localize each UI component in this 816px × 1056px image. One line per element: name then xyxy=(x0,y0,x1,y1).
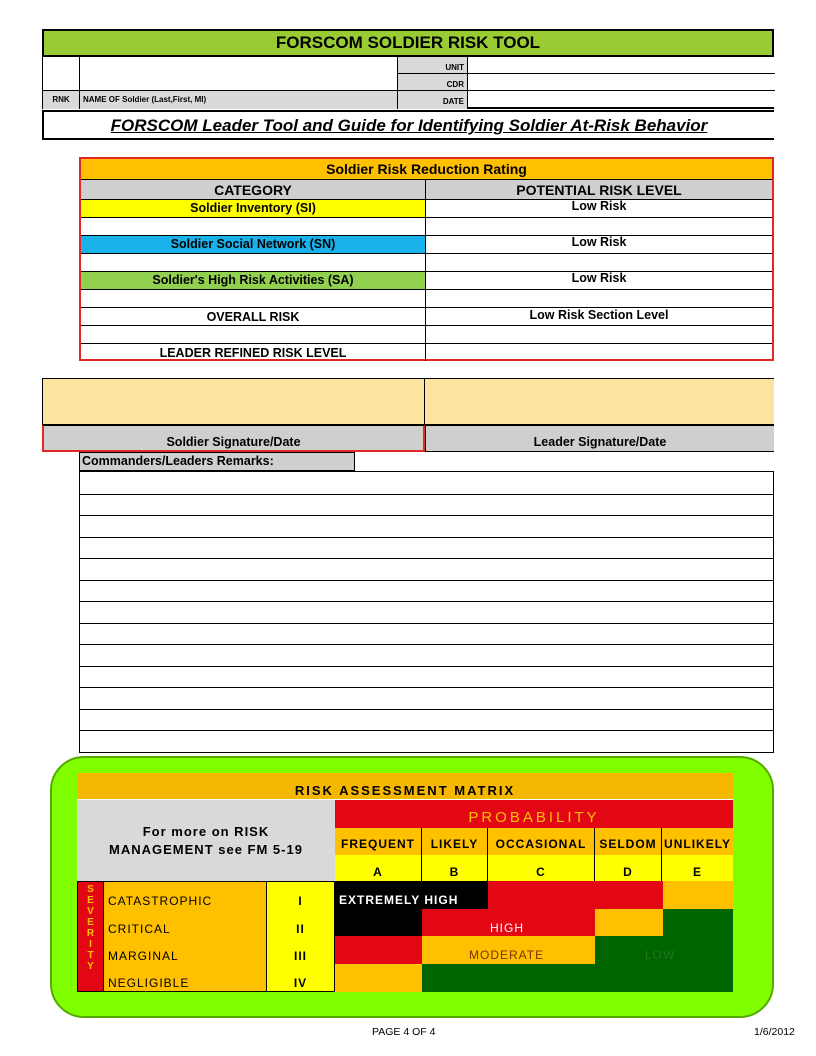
severity-letter: V xyxy=(87,906,94,917)
level-sn: Low Risk xyxy=(571,235,627,249)
severity-letter: T xyxy=(87,950,94,961)
severity-numeral-ii: II xyxy=(296,922,305,936)
level-sa: Low Risk xyxy=(571,271,627,285)
rank-field[interactable] xyxy=(43,57,80,90)
category-sa: Soldier's High Risk Activities (SA) xyxy=(152,273,354,287)
remarks-line xyxy=(80,687,773,688)
remarks-line xyxy=(80,730,773,731)
risk-cell xyxy=(488,881,663,909)
form-title: FORSCOM SOLDIER RISK TOOL xyxy=(42,29,774,57)
severity-letter: R xyxy=(86,928,95,939)
prob-letter-d: D xyxy=(595,855,662,881)
severity-letter: E xyxy=(87,895,94,906)
severity-letter: E xyxy=(87,917,94,928)
prob-likely: LIKELY xyxy=(422,828,488,855)
rating-spacer xyxy=(81,218,772,236)
soldier-signature-field[interactable] xyxy=(43,379,425,424)
matrix-note xyxy=(77,800,335,881)
prob-frequent: FREQUENT xyxy=(335,828,422,855)
severity-letter: Y xyxy=(87,961,94,972)
header-grid xyxy=(42,57,774,109)
overall-risk-label: OVERALL RISK xyxy=(206,310,300,324)
prob-letter-c: C xyxy=(488,855,595,881)
remarks-line xyxy=(80,580,773,581)
refined-risk-label: LEADER REFINED RISK LEVEL xyxy=(159,346,347,360)
remarks-box[interactable] xyxy=(79,471,774,753)
name-field[interactable] xyxy=(80,57,398,90)
prob-unlikely: UNLIKELY xyxy=(662,828,733,855)
soldier-signature-label: Soldier Signature/Date xyxy=(166,435,301,449)
matrix-note-line2: MANAGEMENT see FM 5-19 xyxy=(109,842,303,857)
date-field[interactable] xyxy=(468,91,775,109)
matrix-note-line1: For more on RISK xyxy=(142,824,270,839)
form-subtitle: FORSCOM Leader Tool and Guide for Identifying Soldier At-Risk Behavior xyxy=(42,110,774,140)
level-extremely-high: EXTREMELY HIGH xyxy=(339,893,459,907)
matrix-title: RISK ASSESSMENT MATRIX xyxy=(77,773,733,800)
remarks-line xyxy=(80,709,773,710)
prob-letter-a: A xyxy=(335,855,422,881)
category-si: Soldier Inventory (SI) xyxy=(190,201,316,215)
severity-negligible: NEGLIGIBLE xyxy=(108,976,190,990)
remarks-line xyxy=(80,623,773,624)
risk-cell xyxy=(663,909,733,936)
severity-letter: S xyxy=(87,884,94,895)
prob-occasional: OCCASIONAL xyxy=(488,828,595,855)
remarks-line xyxy=(80,666,773,667)
soldier-signature-label-cell xyxy=(42,425,425,452)
remarks-line xyxy=(80,558,773,559)
remarks-line xyxy=(80,537,773,538)
risk-cell xyxy=(335,909,422,936)
rating-spacer xyxy=(81,326,772,344)
severity-numeral-iv: IV xyxy=(293,976,308,990)
remarks-label: Commanders/Leaders Remarks: xyxy=(79,452,355,471)
signature-area xyxy=(42,378,774,425)
footer-date: 1/6/2012 xyxy=(754,1026,795,1038)
rating-header-row xyxy=(81,180,772,200)
risk-cell xyxy=(663,881,733,909)
severity-critical: CRITICAL xyxy=(108,922,171,936)
severity-numeral-i: I xyxy=(298,894,303,908)
cdr-label xyxy=(398,74,468,91)
rating-row-refined xyxy=(81,344,772,361)
rating-title-row xyxy=(81,159,772,180)
rating-row-overall xyxy=(81,308,772,326)
signature-labels xyxy=(42,425,774,452)
prob-letter-b: B xyxy=(422,855,488,881)
remarks-line xyxy=(80,515,773,516)
leader-signature-field[interactable] xyxy=(425,379,774,424)
category-header: CATEGORY xyxy=(214,182,292,198)
name-label-text: NAME OF Soldier (Last,First, MI) xyxy=(83,95,207,104)
prob-seldom: SELDOM xyxy=(595,828,662,855)
rank-label-text: RNK xyxy=(52,95,70,104)
rating-row-si xyxy=(81,200,772,218)
severity-letter: I xyxy=(89,939,92,950)
remarks-line xyxy=(80,494,773,495)
risk-cell xyxy=(595,909,663,936)
severity-marginal: MARGINAL xyxy=(108,949,179,963)
page-number: PAGE 4 OF 4 xyxy=(372,1026,436,1038)
severity-labels xyxy=(104,881,266,992)
category-sn: Soldier Social Network (SN) xyxy=(170,237,336,251)
severity-catastrophic: CATASTROPHIC xyxy=(108,894,213,908)
name-label xyxy=(80,90,398,109)
probability-header: PROBABILITY xyxy=(335,800,733,828)
risk-cell xyxy=(422,964,733,992)
unit-label xyxy=(398,57,468,74)
prob-letter-e: E xyxy=(662,855,733,881)
level-high: HIGH xyxy=(490,921,524,935)
date-label xyxy=(398,91,468,109)
cdr-label-text: CDR xyxy=(446,80,464,89)
level-si: Low Risk xyxy=(571,199,627,213)
rating-spacer xyxy=(81,254,772,272)
level-moderate: MODERATE xyxy=(469,948,545,962)
refined-risk-field[interactable] xyxy=(426,344,772,361)
overall-risk-value: Low Risk Section Level xyxy=(529,308,669,322)
level-low: LOW xyxy=(645,948,676,962)
rating-row-sn xyxy=(81,236,772,254)
rank-label xyxy=(43,90,80,109)
rating-row-sa xyxy=(81,272,772,290)
risk-grid xyxy=(335,881,733,992)
leader-signature-label-cell xyxy=(425,425,774,452)
unit-label-text: UNIT xyxy=(445,63,464,72)
cdr-field[interactable] xyxy=(468,74,775,91)
risk-cell xyxy=(335,964,422,992)
rating-title: Soldier Risk Reduction Rating xyxy=(326,161,527,177)
severity-numeral-iii: III xyxy=(293,949,307,963)
unit-field[interactable] xyxy=(468,57,775,74)
risk-cell xyxy=(335,936,422,964)
severity-numerals xyxy=(266,881,335,992)
rating-spacer xyxy=(81,290,772,308)
severity-axis xyxy=(77,881,104,992)
potential-risk-header: POTENTIAL RISK LEVEL xyxy=(516,182,682,198)
risk-assessment-matrix xyxy=(77,773,733,992)
remarks-line xyxy=(80,644,773,645)
risk-reduction-rating xyxy=(79,157,774,361)
date-label-text: DATE xyxy=(442,97,464,106)
leader-signature-label: Leader Signature/Date xyxy=(533,435,667,449)
remarks-line xyxy=(80,601,773,602)
